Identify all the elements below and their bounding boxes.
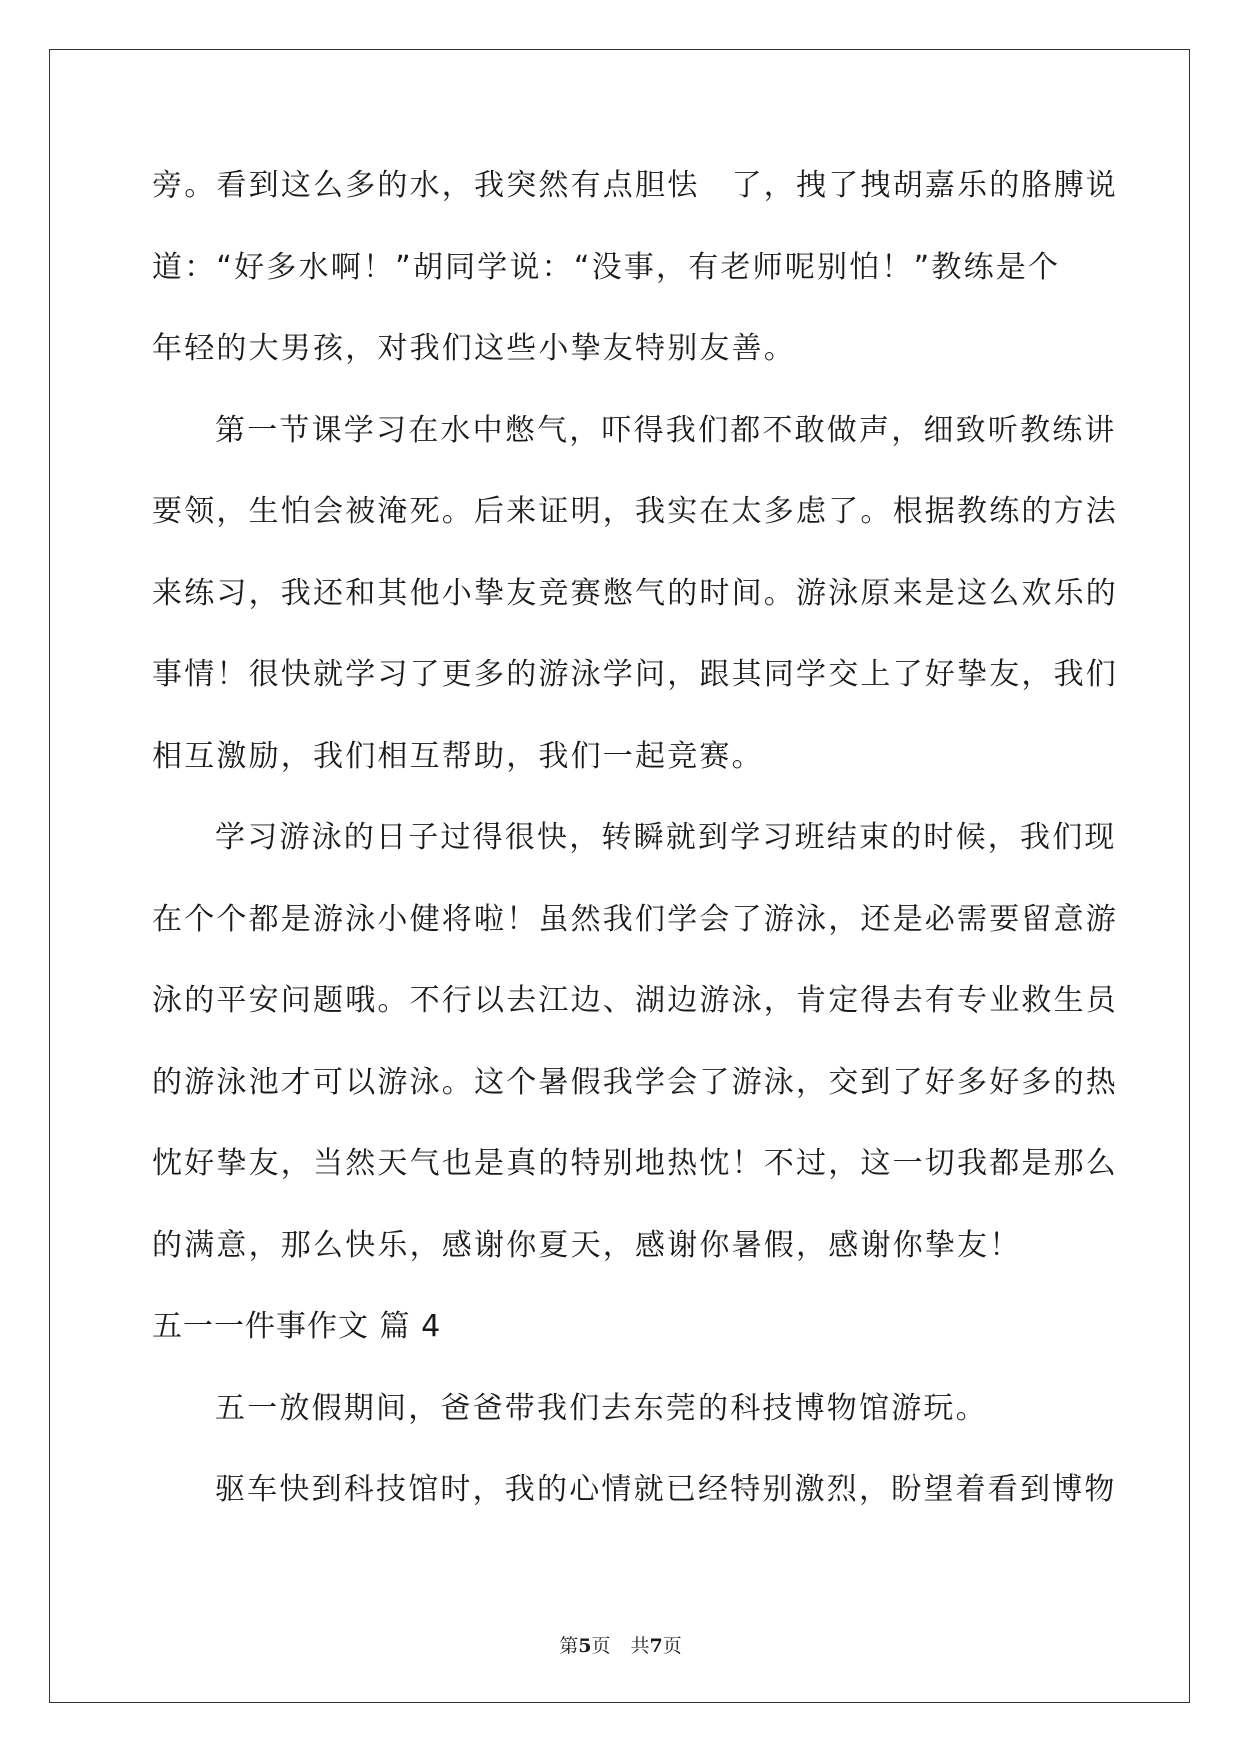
body-line: 的满意，那么快乐，感谢你夏天，感谢你暑假，感谢你挚友！ (152, 1227, 1022, 1263)
body-line: 在个个都是游泳小健将啦！虽然我们学会了游泳，还是必需要留意游 (152, 901, 1118, 937)
body-line: 的游泳池才可以游泳。这个暑假我学会了游泳，交到了好多好多的热 (152, 1064, 1118, 1100)
total-prefix: 共 (630, 1635, 650, 1657)
body-line: 泳的平安问题哦。不行以去江边、湖边游泳，肯定得去有专业救生员 (152, 983, 1118, 1018)
paragraph-start-line: 学习游泳的日子过得很快，转瞬就到学习班结束的时候，我们现 (215, 820, 1117, 855)
body-line: 年轻的大男孩，对我们这些小挚友特别友善。 (152, 331, 796, 366)
total-page-count: 7 (649, 1635, 663, 1657)
paragraph-start-line: 驱车快到科技馆时，我的心情就已经特别激烈，盼望着看到博物 (215, 1472, 1117, 1507)
body-line: 来练习，我还和其他小挚友竞赛憋气的时间。游泳原来是这么欢乐的 (152, 575, 1118, 611)
page-suffix: 页 (591, 1635, 611, 1657)
body-line: 相互激励，我们相互帮助，我们一起竞赛。 (152, 738, 764, 774)
section-heading: 五一一件事作文 篇 4 (152, 1309, 442, 1344)
current-page-number: 5 (578, 1635, 592, 1657)
page-prefix: 第 (559, 1635, 579, 1657)
body-line: 旁。看到这么多的水，我突然有点胆怯 了，拽了拽胡嘉乐的胳膊说 (152, 168, 1118, 203)
total-suffix: 页 (662, 1635, 682, 1657)
paragraph-start-line: 第一节课学习在水中憋气，吓得我们都不敢做声，细致听教练讲 (215, 412, 1117, 448)
body-line: 忱好挚友，当然天气也是真的特别地热忱！不过，这一切我都是那么 (152, 1146, 1118, 1181)
page-footer (0, 1633, 1241, 1659)
body-line: 要领，生怕会被淹死。后来证明，我实在太多虑了。根据教练的方法 (152, 494, 1118, 529)
body-line: 道：“好多水啊！”胡同学说：“没事，有老师呢别怕！”教练是个 (152, 249, 1061, 285)
document-body (152, 160, 1118, 1546)
body-line: 事情！很快就学习了更多的游泳学问，跟其同学交上了好挚友，我们 (152, 657, 1118, 692)
paragraph-start-line: 五一放假期间，爸爸带我们去东莞的科技博物馆游玩。 (215, 1390, 988, 1426)
